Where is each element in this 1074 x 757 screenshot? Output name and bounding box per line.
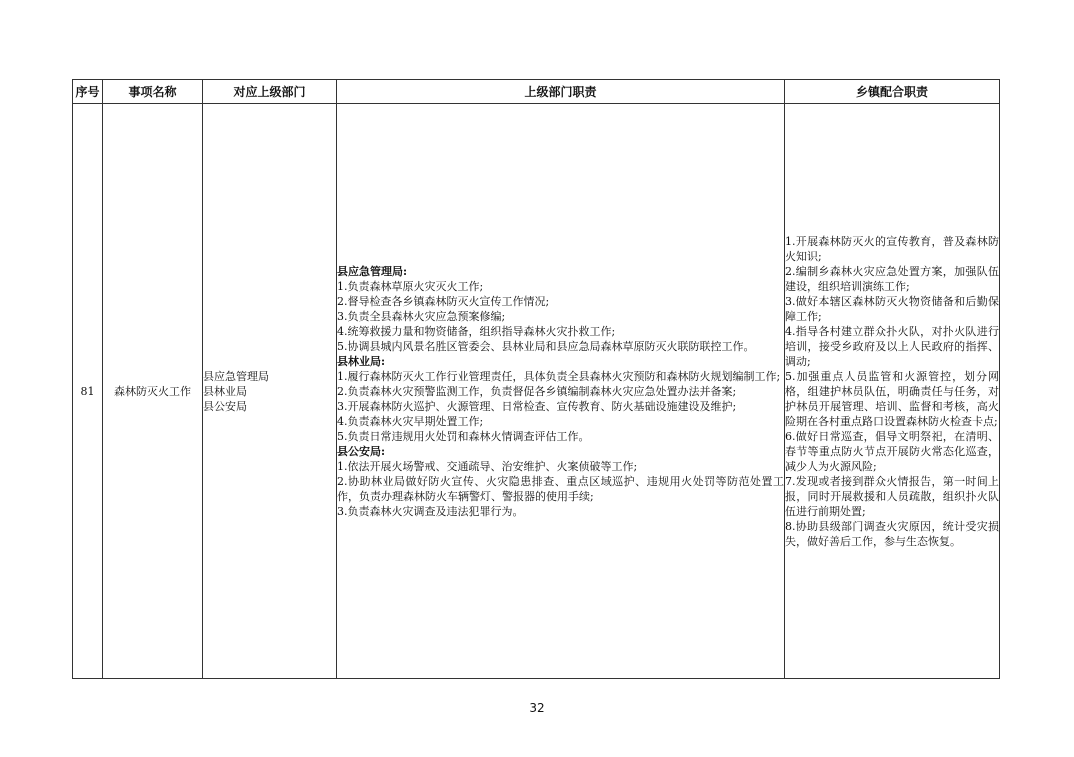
header-department-duties: 上级部门职责 [337,80,785,104]
duty-org-heading: 县公安局: [337,444,386,458]
header-number: 序号 [73,80,103,104]
duty-org-heading: 县林业局: [337,354,386,368]
header-town-duties: 乡镇配合职责 [785,80,1000,104]
row-departments [203,104,337,679]
town-duty-item: 1.开展森林防灭火的宣传教育，普及森林防火知识; [785,234,999,263]
duty-item: 4.负责森林火灾早期处置工作; [337,414,484,428]
row-number: 81 [73,104,103,679]
header-row [73,80,1000,104]
table-row [73,104,1000,679]
row-item-name: 森林防灭火工作 [103,104,203,679]
duty-item: 2.督导检查各乡镇森林防灭火宣传工作情况; [337,294,550,308]
duty-item: 3.开展森林防火巡护、火源管理、日常检查、宣传教育、防火基础设施建设及维护; [337,399,737,413]
town-duty-item: 6.做好日常巡查，倡导文明祭祀，在清明、春节等重点防火节点开展防火常态化巡查，减少人为火源风险; [785,429,999,473]
town-duty-item: 7.发现或者接到群众火情报告，第一时间上报，同时开展救援和人员疏散，组织扑火队伍进行前期处置; [785,474,999,518]
department-name: 县林业局 [203,384,247,398]
department-name: 县应急管理局 [203,369,269,383]
duty-item: 5.协调县城内风景名胜区管委会、县林业局和县应急局森林草原防灭火联防联控工作。 [337,339,755,353]
town-duty-item: 2.编制乡森林火灾应急处置方案，加强队伍建设，组织培训演练工作; [785,264,999,293]
row-town-duties [785,104,1000,679]
town-duty-item: 5.加强重点人员监管和火源管控，划分网格，组建护林员队伍，明确责任与任务，对护林员开展管理、培训、监督和考核，高火险期在各村重点路口设置森林防火检查卡点; [785,369,999,428]
duty-item: 4.统筹救援力量和物资储备，组织指导森林火灾扑救工作; [337,324,616,338]
page-number: 32 [529,701,545,715]
responsibility-table [72,79,1000,679]
header-item-name: 事项名称 [103,80,203,104]
duty-item: 1.依法开展火场警戒、交通疏导、治安维护、火案侦破等工作; [337,459,638,473]
town-duty-item: 4.指导各村建立群众扑火队，对扑火队进行培训，接受乡政府及以上人民政府的指挥、调动; [785,324,999,368]
town-duty-item: 3.做好本辖区森林防灭火物资储备和后勤保障工作; [785,294,999,323]
row-department-duties [337,104,785,679]
duty-org-heading: 县应急管理局: [337,264,408,278]
duty-item: 5.负责日常违规用火处罚和森林火情调查评估工作。 [337,429,590,443]
town-duty-item: 8.协助县级部门调查火灾原因，统计受灾损失，做好善后工作，参与生态恢复。 [785,519,999,548]
duty-item: 3.负责全县森林火灾应急预案修编; [337,309,506,323]
header-departments: 对应上级部门 [203,80,337,104]
duty-item: 3.负责森林火灾调查及违法犯罪行为。 [337,504,524,518]
duty-item: 1.负责森林草原火灾灭火工作; [337,279,484,293]
duty-item: 2.协助林业局做好防火宣传、火灾隐患排查、重点区域巡护、违规用火处罚等防范处置工作，负责办理森林防火车辆警灯、警报器的使用手续; [337,474,784,503]
duty-item: 1.履行森林防灭火工作行业管理责任，具体负责全县森林火灾预防和森林防火规划编制工作; [337,369,781,383]
department-name: 县公安局 [203,399,247,413]
duty-item: 2.负责森林火灾预警监测工作，负责督促各乡镇编制森林火灾应急处置办法并备案; [337,384,737,398]
